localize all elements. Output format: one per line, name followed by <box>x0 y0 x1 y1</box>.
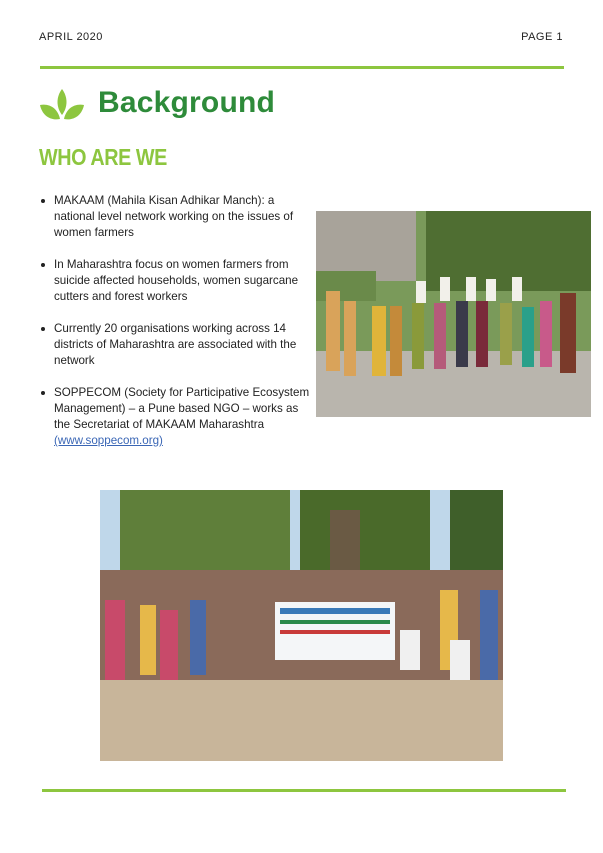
leaf-icon <box>38 85 86 125</box>
website-link[interactable]: (www.soppecom.org) <box>54 434 163 447</box>
group-photo-top <box>316 211 591 417</box>
section-heading: WHO ARE WE <box>39 144 167 170</box>
bullet-item: Currently 20 organisations working across 14 districts of Maharashtra are associated with the network <box>38 321 310 369</box>
page-number: PAGE 1 <box>521 31 563 43</box>
group-photo-bottom <box>100 490 503 761</box>
bullet-item: In Maharashtra focus on women farmers from suicide affected households, women sugarcane cutters and forest workers <box>38 257 310 305</box>
header-date: APRIL 2020 <box>39 31 103 43</box>
bullet-text: SOPPECOM (Society for Participative Ecosystem Management) – a Pune based NGO – works as the Secretariat of MAKAAM Maharashtra <box>54 386 310 431</box>
page-title: Background <box>98 86 276 119</box>
bullet-item: MAKAAM (Mahila Kisan Adhikar Manch): a national level network working on the issues of women farmers <box>38 193 310 241</box>
bottom-divider <box>42 789 566 792</box>
top-divider <box>40 66 564 69</box>
bullet-item <box>38 385 310 449</box>
bullet-list <box>38 193 310 449</box>
